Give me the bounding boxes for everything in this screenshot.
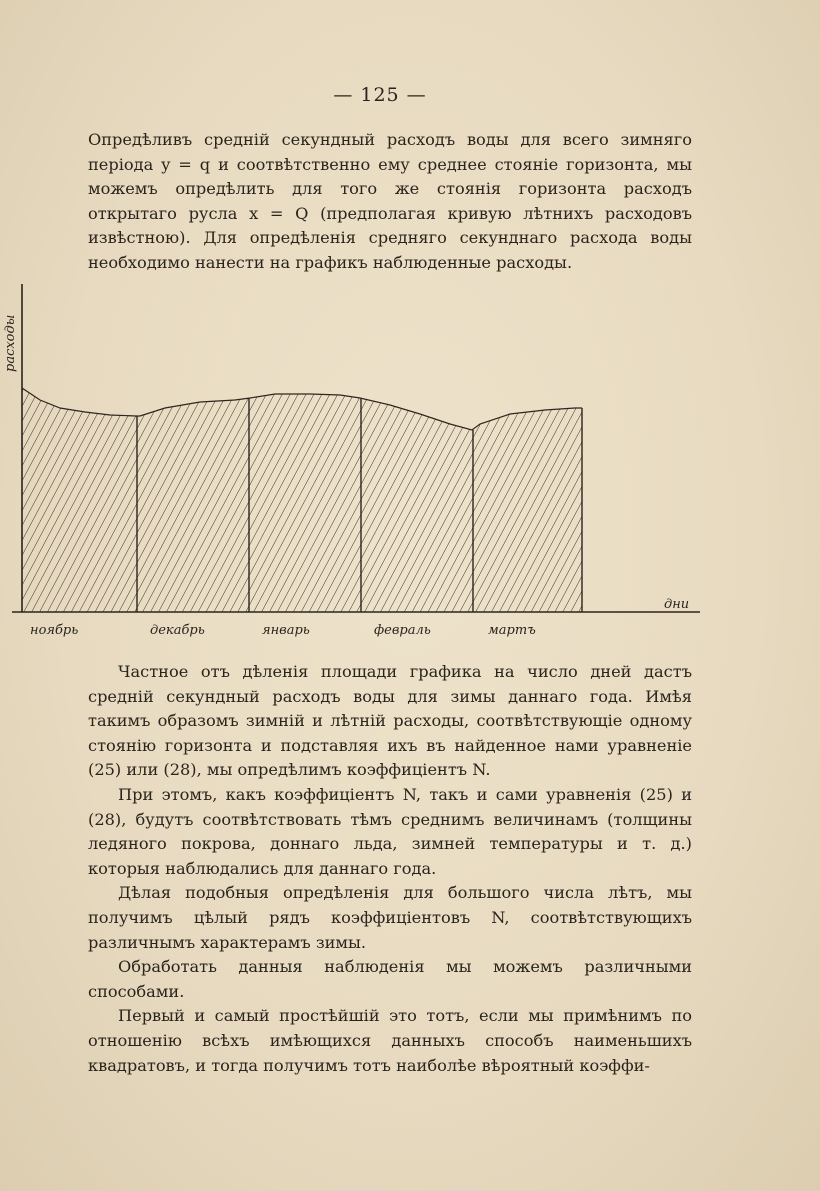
x-axis-label: дни (664, 597, 690, 612)
paragraph: При этомъ, какъ коэффицiентъ N, такъ и сами уравненiя (25) и (28), будутъ соотвѣтствовать тѣмъ среднимъ величинамъ (толщины ледяного покрова, доннаго льда, зимней температуры и т. д.) которыя наблюдались для даннаго года. (88, 784, 692, 878)
body-text (88, 660, 692, 1078)
y-axis-label: расходы (3, 314, 18, 372)
month-label: февраль (374, 623, 431, 638)
paragraph: Дѣлая подобныя опредѣленiя для большого числа лѣтъ, мы получимъ цѣлый рядъ коэффицiентовъ N, соотвѣтствующихъ различнымъ характерамъ зимы. (88, 883, 692, 952)
month-label: декабрь (150, 623, 205, 638)
paragraph: Первый и самый простѣйшiй это тотъ, если мы примѣнимъ по отношенiю всѣхъ имѣющихся данныхъ способъ наименьшихъ квадратовъ, и тогда получимъ тотъ наиболѣе вѣроятный коэффи- (88, 1006, 692, 1075)
month-label: январь (262, 623, 310, 638)
paragraph-intro: Опредѣливъ среднiй секундный расходъ воды для всего зимняго перiода y = q и соотвѣтственно ему среднее стоянiе горизонта, мы можемъ опредѣлить для того же стоянiя горизонта расходъ открытаго русла x = Q (предполагая кривую лѣтнихъ расходовъ извѣстною). Для опредѣленiя средняго секунднаго расхода воды необходимо нанести на графикъ наблюденные расходы. (88, 130, 692, 272)
discharge-hatched-chart (0, 280, 720, 650)
month-label: ноябрь (30, 623, 79, 638)
paragraph: Обработать данныя наблюденiя мы можемъ различными способами. (88, 957, 692, 1001)
month-label: мартъ (488, 623, 536, 638)
paragraph: Частное отъ дѣленiя площади графика на число дней дастъ среднiй секундный расходъ воды для зимы даннаго года. Имѣя такимъ образомъ зимнiй и лѣтнiй расходы, соотвѣтствующiе одному стоянiю горизонта и подставляя ихъ въ найденное нами уравненiе (25) или (28), мы опредѣлимъ коэффицiентъ N. (88, 662, 692, 780)
hatched-area (22, 388, 582, 612)
page-number: — 125 — (333, 84, 427, 106)
